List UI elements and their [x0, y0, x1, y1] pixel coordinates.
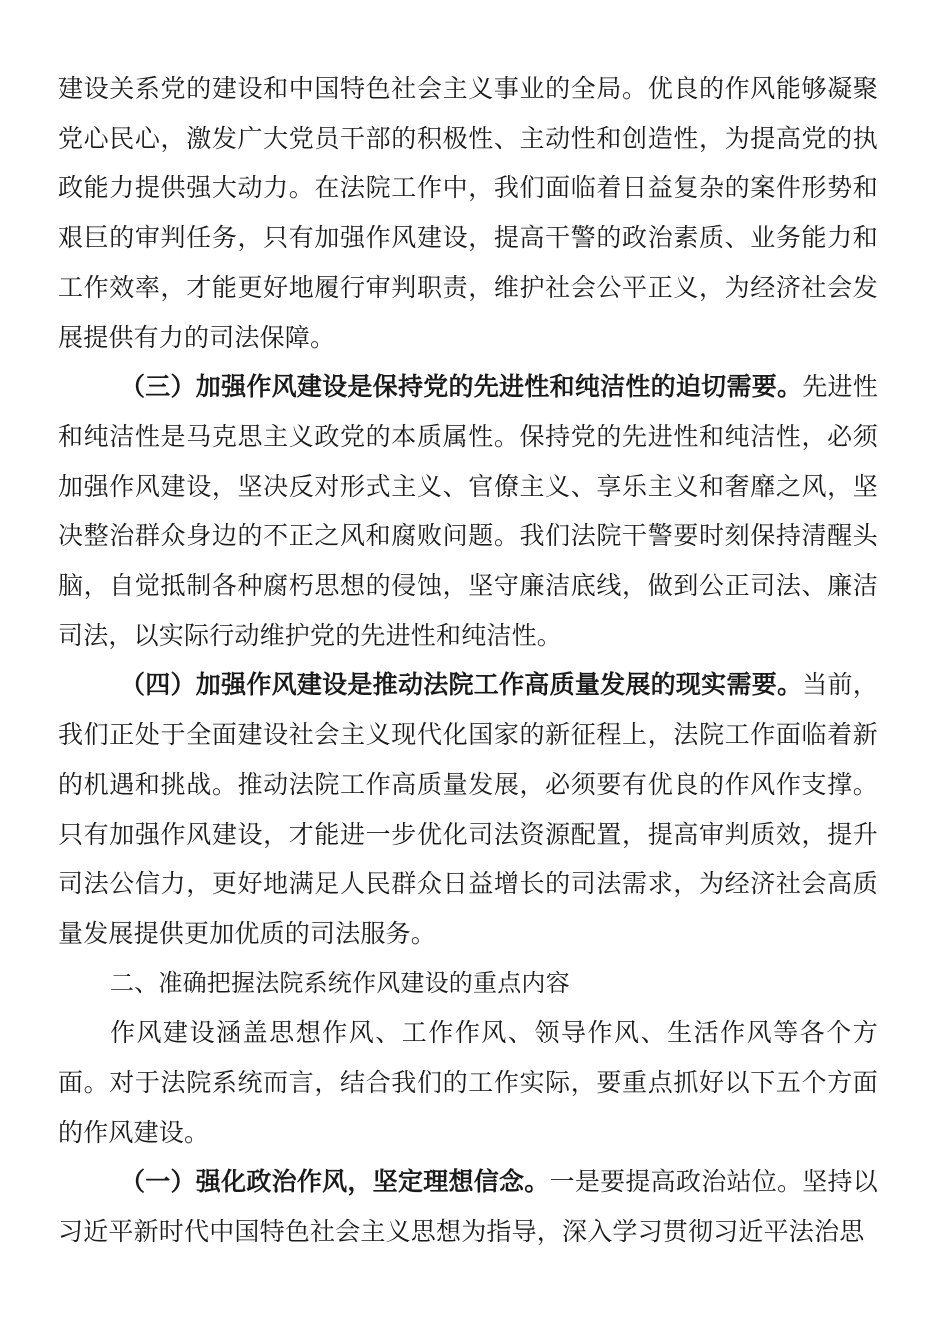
paragraph-3-body: 先进性和纯洁性是马克思主义政党的本质属性。保持党的先进性和纯洁性，必须加强作风建设，坚决反对形式主义、官僚主义、享乐主义和奢靡之风，坚决整治群众身边的不正之风和腐败问题。我们法院干警要时刻保持清醒头脑，自觉抵制各种腐朽思想的侵蚀，坚守廉洁底线，做到公正司法、廉洁司法，以实际行动维护党的先进性和纯洁性。: [58, 372, 878, 650]
paragraph-4: [58, 660, 878, 958]
paragraph-4-heading: （四）加强作风建设是推动法院工作高质量发展的现实需要。: [120, 670, 803, 700]
paragraph-5: [58, 1157, 878, 1256]
paragraph-5-heading: （一）强化政治作风，坚定理想信念。: [120, 1167, 550, 1197]
section-heading-2: 二、准确把握法院系统作风建设的重点内容: [110, 968, 570, 997]
paragraph-section-2-intro: 作风建设涵盖思想作风、工作作风、领导作风、生活作风等各个方面。对于法院系统而言，结合我们的工作实际，要重点抓好以下五个方面的作风建设。: [58, 1018, 878, 1147]
paragraph-3: [58, 362, 878, 660]
document-page: [58, 64, 878, 1257]
paragraph-3-heading: （三）加强作风建设是保持党的先进性和纯洁性的迫切需要。: [120, 372, 803, 402]
paragraph-5-body: 一是要提高政治站位。坚持以习近平新时代中国特色社会主义思想为指导，深入学习贯彻习近平法治思: [58, 1167, 879, 1247]
paragraph-1: 建设关系党的建设和中国特色社会主义事业的全局。优良的作风能够凝聚党心民心，激发广大党员干部的积极性、主动性和创造性，为提高党的执政能力提供强大动力。在法院工作中，我们面临着日益复杂的案件形势和艰巨的审判任务，只有加强作风建设，提高干警的政治素质、业务能力和工作效率，才能更好地履行审判职责，维护社会公平正义，为经济社会发展提供有力的司法保障。: [58, 74, 878, 352]
paragraph-4-body: 当前，我们正处于全面建设社会主义现代化国家的新征程上，法院工作面临着新的机遇和挑战。推动法院工作高质量发展，必须要有优良的作风作支撑。只有加强作风建设，才能进一步优化司法资源配置，提高审判质效，提升司法公信力，更好地满足人民群众日益增长的司法需求，为经济社会高质量发展提供更加优质的司法服务。: [58, 670, 878, 948]
